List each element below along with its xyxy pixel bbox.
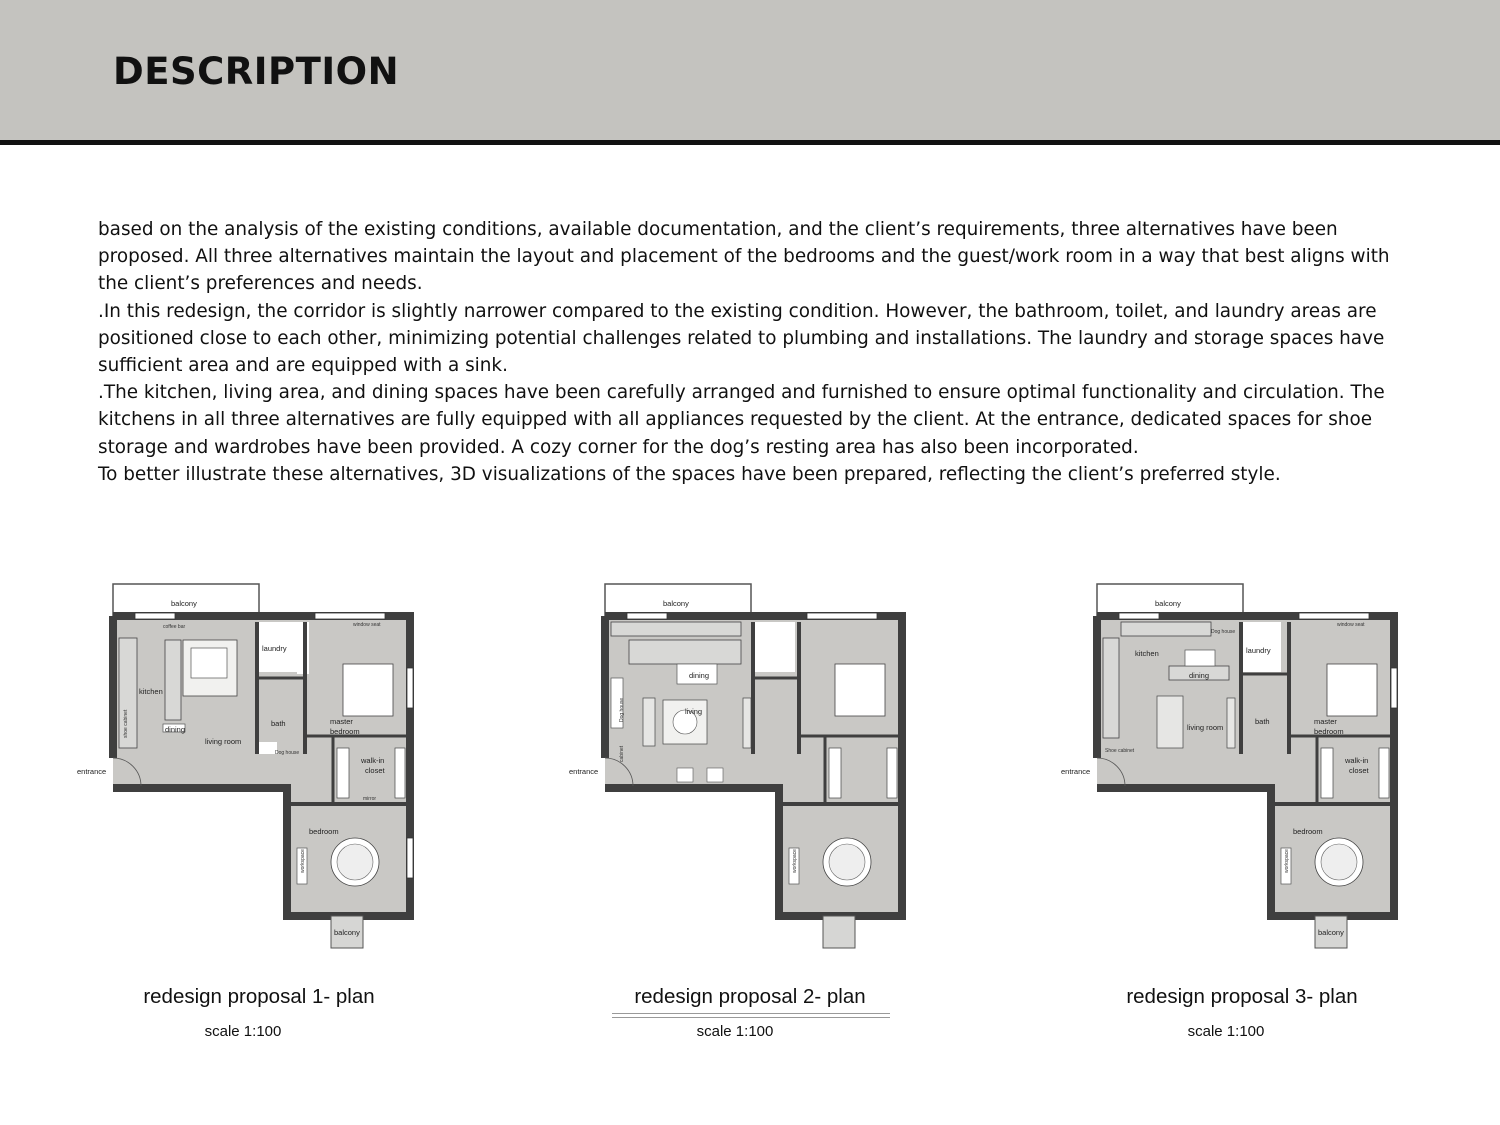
floor-plan-2-drawing	[567, 578, 927, 958]
plan3-label-dog-house: Dog house	[1211, 629, 1236, 635]
plan1-label-shoe-cabinet: shoe cabinet	[123, 709, 129, 738]
floor-plan-1	[75, 578, 435, 958]
plan1-label-bath: bath	[271, 719, 286, 728]
plan3-label-living: living room	[1187, 723, 1224, 732]
plan1-label-dining: dining	[165, 725, 186, 734]
plan3-label-laundry: laundry	[1246, 646, 1271, 655]
plan3-scale: scale 1:100	[1187, 1023, 1265, 1040]
plan1-label-mirror: mirror	[363, 796, 377, 802]
plan1-label-kitchen: kitchen	[139, 687, 163, 696]
plan1-label-coffee-bar: coffee bar	[163, 624, 186, 630]
plan2-label-entrance: entrance	[569, 767, 599, 776]
floor-plan-2	[567, 578, 927, 958]
plan3-label-closet: closet	[1349, 766, 1369, 775]
description-paragraph: .The kitchen, living area, and dining spaces have been carefully arranged and furnished to ensure optimal functionality and circulation. The kitchens in all three alternatives are fully equipped with all appliances requested by the client. At the entrance, dedicated spaces for shoe storage and wardrobes have been provided. A cozy corner for the dog’s resting area has also been incorporated.	[98, 382, 1385, 458]
plan3-label-balcony-bottom: balcony	[1318, 928, 1344, 937]
plan3-label-master-bedroom: bedroom	[1314, 727, 1344, 736]
plan1-label-laundry: laundry	[262, 644, 287, 653]
plan3-label-balcony-top: balcony	[1155, 599, 1181, 608]
plan2-label-living: living	[685, 707, 703, 716]
page-title: DESCRIPTION	[113, 50, 400, 93]
plan3-label-master: master	[1314, 717, 1337, 726]
plan2-caption-underline	[612, 1013, 890, 1018]
plan3-label-kitchen: kitchen	[1135, 649, 1159, 658]
description-text	[98, 216, 1408, 488]
plan2-label-workspace: workspace	[792, 849, 798, 873]
plan1-label-walkin: walk-in	[361, 756, 385, 765]
plan2-scale: scale 1:100	[696, 1023, 774, 1040]
description-paragraph: based on the analysis of the existing conditions, available documentation, and the client’s requirements, three alternatives have been proposed. All three alternatives maintain the layout and placement of the bedrooms and the guest/work room in a way that best aligns with the client’s preferences and needs.	[98, 219, 1390, 295]
plan1-label-master-bedroom: bedroom	[330, 727, 360, 736]
header-band	[0, 0, 1500, 145]
plan3-label-window-seat: window seat	[1337, 622, 1365, 628]
plan1-label-balcony-top: balcony	[171, 599, 197, 608]
plan3-label-entrance: entrance	[1061, 767, 1091, 776]
plan1-label-window-seat: window seat	[353, 622, 381, 628]
plan1-label-bedroom: bedroom	[309, 827, 339, 836]
plan3-label-bath: bath	[1255, 717, 1270, 726]
plan3-label-workspace: workspace	[1284, 849, 1290, 873]
plan2-label-balcony-top: balcony	[663, 599, 689, 608]
plan1-label-living: living room	[205, 737, 242, 746]
plan1-label-closet: closet	[365, 766, 385, 775]
plan2-label-dining: dining	[689, 671, 710, 680]
floor-plan-3-drawing	[1059, 578, 1419, 958]
plan3-caption: redesign proposal 3- plan	[1126, 985, 1358, 1008]
plan2-label-cabinet: cabinet	[619, 745, 625, 762]
plan1-label-dog-house: Dog house	[275, 750, 300, 756]
description-paragraph: .In this redesign, the corridor is slightly narrower compared to the existing condition. However, the bathroom, toilet, and laundry areas are positioned close to each other, minimizing potential challenges related to plumbing and installations. The laundry and storage spaces have sufficient area and are equipped with a sink.	[98, 300, 1385, 377]
plan1-scale: scale 1:100	[204, 1023, 282, 1040]
plan1-label-master: master	[330, 717, 353, 726]
description-paragraph: To better illustrate these alternatives, 3D visualizations of the spaces have been prepared, reflecting the client’s preferred style.	[98, 463, 1281, 485]
plan2-label-dog-house: Dog house	[619, 697, 625, 722]
plan2-caption: redesign proposal 2- plan	[634, 985, 866, 1008]
floor-plan-1-drawing	[75, 578, 435, 958]
plan1-label-balcony-bottom: balcony	[334, 928, 360, 937]
floor-plan-3	[1059, 578, 1419, 958]
plan3-label-dining: dining	[1189, 671, 1210, 680]
plan1-label-entrance: entrance	[77, 767, 107, 776]
plan1-label-workspace: workspace	[300, 849, 306, 873]
plan1-caption: redesign proposal 1- plan	[143, 985, 375, 1008]
plan3-label-walkin: walk-in	[1345, 756, 1369, 765]
plan3-label-shoe-cabinet: Shoe cabinet	[1105, 748, 1135, 754]
plan3-label-bedroom: bedroom	[1293, 827, 1323, 836]
